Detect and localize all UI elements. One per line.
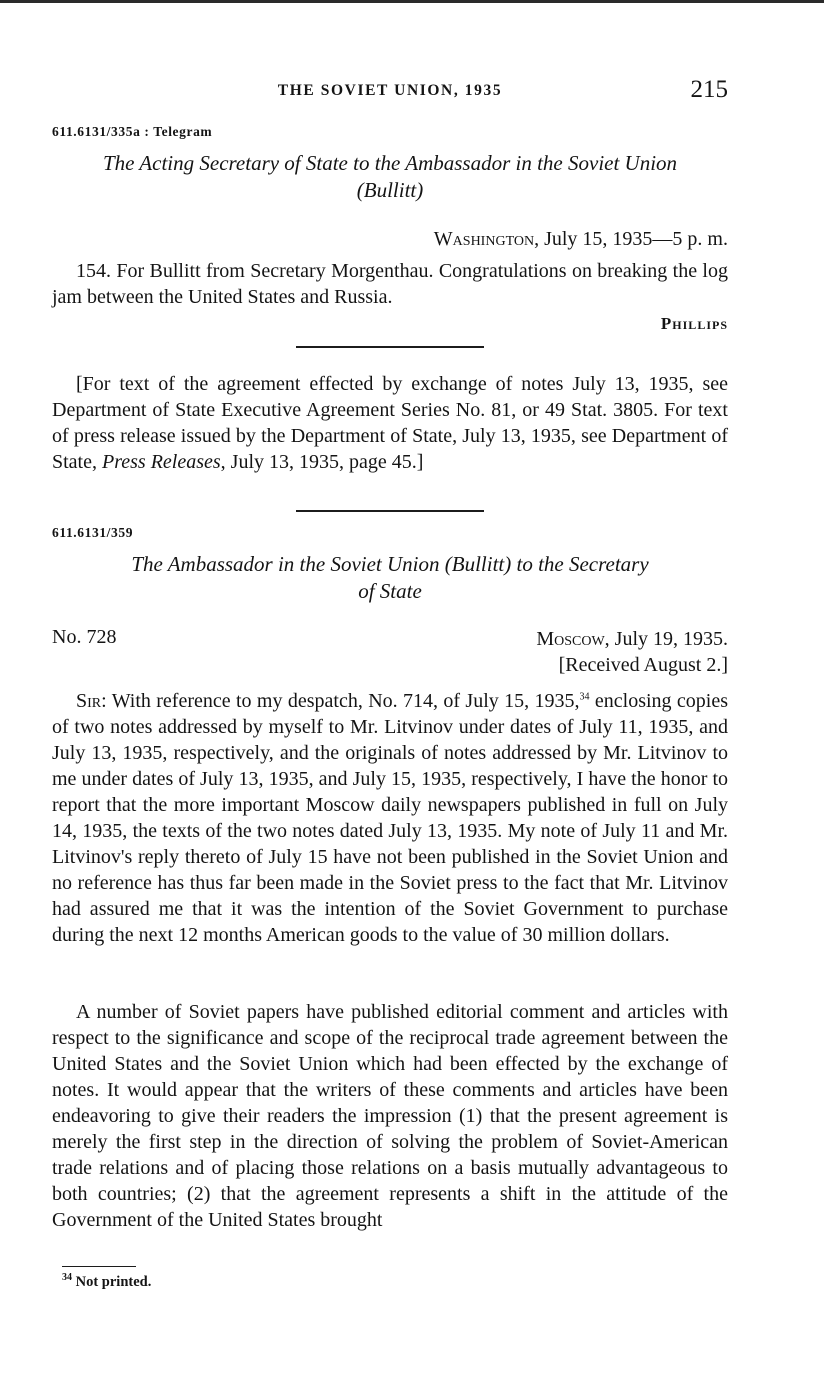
doc2-title-line2: of State <box>358 579 422 603</box>
doc2-para1-start: : With reference to my despatch, No. 714, of July 15, 1935, <box>101 690 580 712</box>
doc2-file-number: 611.6131/359 <box>52 525 134 540</box>
section-divider-2 <box>296 510 484 512</box>
doc1-date-rest: , July 15, 1935—5 p. m. <box>534 228 728 250</box>
doc1-title-line1: The Acting Secretary of State to the Ambassador in the Soviet Union <box>102 151 678 175</box>
doc1-date-place: Washington <box>433 228 535 250</box>
doc1-signature <box>661 314 728 334</box>
doc1-signature-text: Phillips <box>660 314 728 333</box>
doc1-dateline <box>434 228 728 251</box>
doc2-number: No. 728 <box>52 626 117 648</box>
running-head: THE SOVIET UNION, 1935 <box>277 82 503 99</box>
doc1-file-number: 611.6131/335a : Telegram <box>52 124 213 139</box>
editorial-note-text-end: , July 13, 1935, page 45.] <box>220 451 424 473</box>
footnote-text: Not printed. <box>72 1274 152 1290</box>
doc1-body: 154. For Bullitt from Secretary Morgenthau. Congratulations on breaking the log jam between the United States and Russia. <box>52 260 728 308</box>
footnote-reference: 34 <box>579 691 590 703</box>
top-border-line <box>0 0 824 3</box>
doc2-para1-rest: enclosing copies of two notes addressed by myself to Mr. Litvinov under dates of July 11, 1935, and July 13, 1935, respectively, and the originals of notes addressed by Mr. Litvinov to me under dates of July 13, 1935, and July 15, 1935, respectively, I have the honor to report that the more important Moscow daily newspapers published in full on July 14, 1935, the texts of the two notes dated July 13, 1935. My note of July 11 and Mr. Litvinov's reply thereto of July 15 have not been published in the Soviet Union and no reference has thus far been made in the Soviet press to the fact that Mr. Litvinov had assured me that it was the intention of the Soviet Government to purchase during the next 12 months American goods to the value of 30 million dollars. <box>52 690 729 946</box>
doc2-dateline <box>536 628 728 651</box>
doc2-received: [Received August 2.] <box>558 654 728 676</box>
doc2-salutation: Sir <box>76 690 102 712</box>
page-header <box>52 76 728 106</box>
editorial-note <box>52 371 728 475</box>
doc1-title-line2: (Bullitt) <box>356 178 424 202</box>
section-divider <box>296 346 484 348</box>
doc2-paragraph-2: A number of Soviet papers have published editorial comment and articles with respect to the significance and scope of the reciprocal trade agreement between the United States and the Soviet Union which had been effected by the exchange of notes. It would appear that the writers of these comments and articles have been endeavoring to give their readers the impression (1) that the present agreement is merely the first step in the direction of solving the problem of Soviet-American trade relations and of placing those relations on a basis mutually advantageous to both countries; (2) that the agreement represents a shift in the attitude of the Government of the United States brought <box>52 1001 728 1231</box>
doc2-title <box>52 551 728 605</box>
page-number: 215 <box>690 76 728 103</box>
editorial-note-italic: Press Releases <box>102 451 221 473</box>
doc2-date-place: Moscow <box>536 628 605 650</box>
doc1-title <box>52 150 728 204</box>
footnote-marker: 34 <box>62 1272 72 1284</box>
doc2-date-rest: , July 19, 1935. <box>604 628 728 650</box>
doc2-title-line1: The Ambassador in the Soviet Union (Bullitt) to the Secretary <box>131 552 649 576</box>
footnote-rule <box>62 1266 136 1267</box>
footnote <box>62 1274 151 1291</box>
editorial-note-text: [For text of the agreement effected by exchange of notes July 13, 1935, see Department of State Executive Agreement Series No. 81, or 49 Stat. 3805. For text of press release issued by the Department of State, July 13, 1935, see Department of State, <box>52 373 728 473</box>
doc2-paragraph-1 <box>52 688 728 948</box>
